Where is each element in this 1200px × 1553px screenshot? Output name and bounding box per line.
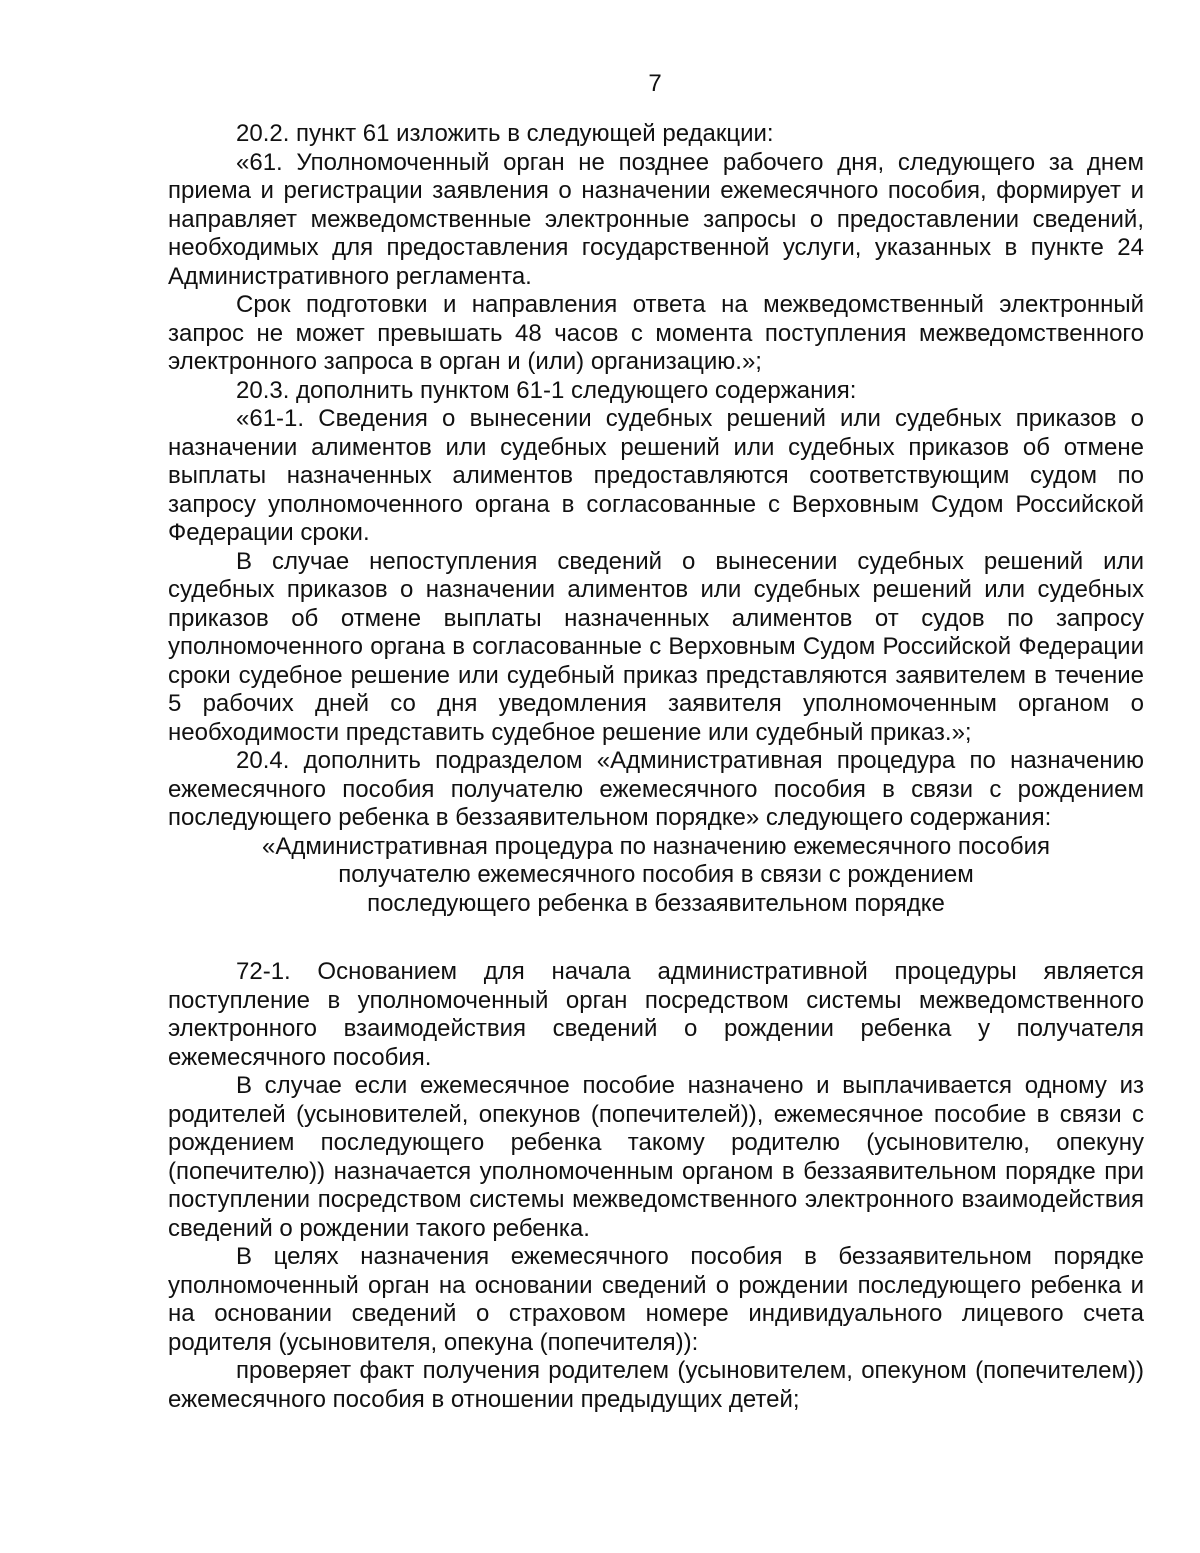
paragraph-purposes: В целях назначения ежемесячного пособия в беззаявительном порядке уполномоченный орган на основании сведений о рождении последующего ребенка и на основании сведений о страховом номере индивидуального лицевого счета родителя (усыновителя, опекуна (попечителя)):	[168, 1243, 1144, 1356]
heading-line: «Административная процедура по назначению ежемесячного пособия	[262, 832, 1050, 860]
paragraph-61: «61. Уполномоченный орган не позднее рабочего дня, следующего за днем приема и регистрации заявления о назначении ежемесячного пособия, формирует и направляет межведомственные электронные запросы о предоставлении сведений, необходимых для предоставления государственной услуги, указанных в пункте 24 Административного регламента.	[168, 148, 1144, 290]
paragraph-72-1: 72-1. Основанием для начала административной процедуры является поступление в уполномоченный орган посредством системы межведомственного электронного взаимодействия сведений о рождении ребенка у получателя ежемесячного пособия.	[168, 958, 1144, 1071]
paragraph-20-3: 20.3. дополнить пунктом 61-1 следующего содержания:	[236, 376, 857, 404]
paragraph-20-2: 20.2. пункт 61 изложить в следующей редакции:	[236, 120, 774, 147]
paragraph-non-receipt: В случае непоступления сведений о вынесении судебных решений или судебных приказов о назначении алиментов или судебных решений или судебных приказов об отмене выплаты назначенных алиментов от судов по запросу уполномоченного органа в согласованные с Верховным Судом Российской Федерации сроки судебное решение или судебный приказ представляются заявителем в течение 5 рабочих дней со дня уведомления заявителя уполномоченным органом о необходимости представить судебное решение или судебный приказ.»;	[168, 547, 1144, 746]
heading-line: получателю ежемесячного пособия в связи с рождением	[338, 861, 974, 888]
paragraph-parent-case: В случае если ежемесячное пособие назначено и выплачивается одному из родителей (усыновителей, опекунов (попечителей)), ежемесячное пособие в связи с рождением последующего ребенка такому родителю (усыновителю, опекуну (попечителю)) назначается уполномоченным органом в беззаявительном порядке при поступлении посредством системы межведомственного электронного взаимодействия сведений о рождении такого ребенка.	[168, 1072, 1144, 1242]
paragraph-checks: проверяет факт получения родителем (усыновителем, опекуном (попечителем)) ежемесячного пособия в отношении предыдущих детей;	[168, 1357, 1144, 1413]
page-number: 7	[648, 70, 662, 97]
paragraph-20-4: 20.4. дополнить подразделом «Административная процедура по назначению ежемесячного пособия получателю ежемесячного пособия в связи с рождением последующего ребенка в беззаявительном порядке» следующего содержания:	[168, 747, 1144, 831]
document-body	[168, 120, 1144, 1414]
heading-line: последующего ребенка в беззаявительном порядке	[367, 889, 945, 917]
subsection-heading	[168, 833, 1144, 919]
paragraph-response-deadline: Срок подготовки и направления ответа на межведомственный электронный запрос не может превышать 48 часов с момента поступления межведомственного электронного запроса в орган и (или) организацию.»;	[168, 291, 1144, 375]
paragraph-61-1: «61-1. Сведения о вынесении судебных решений или судебных приказов о назначении алиментов или судебных решений или судебных приказов об отмене выплаты назначенных алиментов предоставляются соответствующим судом по запросу уполномоченного органа в согласованные с Верховным Судом Российской Федерации сроки.	[168, 405, 1144, 546]
spacer	[168, 918, 1144, 958]
